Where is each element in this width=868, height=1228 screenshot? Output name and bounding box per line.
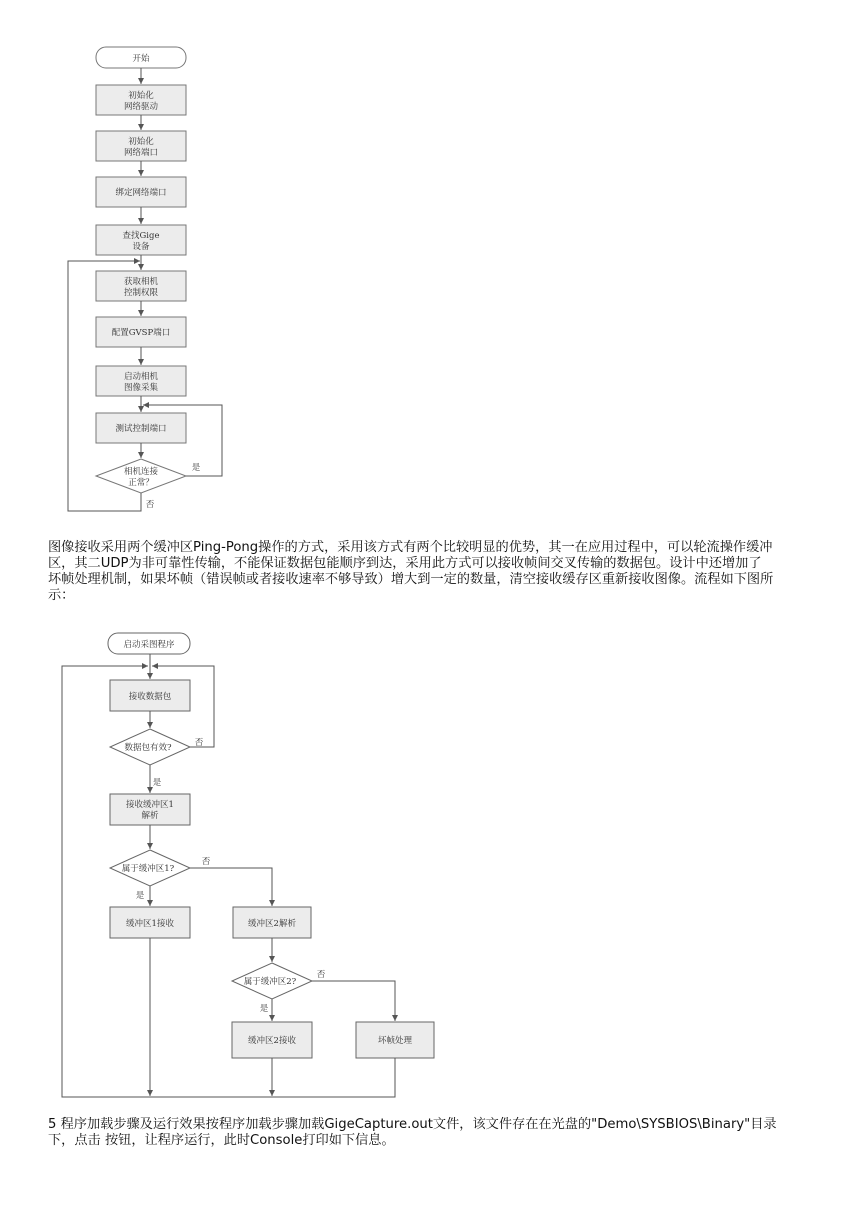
packet-valid-label: 数据包有效? (124, 743, 172, 753)
start-capture-label-1: 启动相机 (123, 372, 159, 382)
receive-packet-label: 接收数据包 (128, 692, 172, 702)
buf1-receive-label: 缓冲区1接收 (126, 919, 174, 929)
paragraph-line: 区，其二UDP为非可靠性传输，不能保证数据包能顺序到达，采用此方式可以接收帧间交叉传输的数据包。设计中还增加了 (48, 556, 762, 571)
packet-valid-no: 否 (194, 738, 204, 748)
buf2-parse-label: 缓冲区2解析 (248, 919, 296, 929)
config-port-label: 配置GVSP端口 (111, 328, 171, 338)
no-label: 否 (145, 500, 155, 510)
belongs-buf2-no: 否 (316, 970, 326, 980)
paragraph-load-steps (48, 1117, 828, 1149)
bad-frame-label: 坏帧处理 (377, 1036, 413, 1046)
buf2-receive-label: 缓冲区2接收 (248, 1036, 296, 1046)
start-label: 开始 (132, 54, 150, 64)
decision-label-2: 正常？ (128, 478, 154, 488)
belongs-buf2-label: 属于缓冲区2? (243, 977, 297, 987)
init-port-label-1: 初始化 (128, 137, 154, 147)
paragraph-line: 下，点击 按钮，让程序运行，此时Console打印如下信息。 (48, 1133, 395, 1148)
get-control-label-1: 获取相机 (123, 277, 159, 287)
belongs-buf1-no: 否 (201, 857, 211, 867)
init-driver-label-1: 初始化 (128, 91, 154, 101)
paragraph-pingpong (48, 540, 828, 604)
buf1-parse-label-2: 解析 (141, 811, 159, 821)
belongs-buf1-label: 属于缓冲区1? (121, 864, 175, 874)
yes-label: 是 (191, 463, 201, 473)
bind-port-label: 绑定网络端口 (115, 188, 167, 198)
get-control-label-2: 控制权限 (123, 288, 159, 298)
capture-start-label: 启动采图程序 (123, 640, 175, 650)
packet-valid-yes: 是 (152, 778, 162, 788)
paragraph-line: 图像接收采用两个缓冲区Ping-Pong操作的方式，采用该方式有两个比较明显的优势，其一在应用过程中，可以轮流操作缓冲 (48, 540, 773, 555)
test-port-label: 测试控制端口 (115, 424, 167, 434)
paragraph-line: 5 程序加载步骤及运行效果按程序加载步骤加载GigeCapture.out文件，该文件存在在光盘的"Demo\SYSBIOS\Binary"目录 (48, 1117, 777, 1132)
belongs-buf2-yes: 是 (259, 1004, 269, 1014)
decision-label-1: 相机连接 (123, 467, 159, 477)
init-port-label-2: 网络端口 (123, 148, 159, 158)
init-driver-label-2: 网络驱动 (123, 102, 159, 112)
find-device-label-1: 查找Gige (122, 231, 160, 241)
find-device-label-2: 设备 (132, 242, 150, 252)
paragraph-line: 坏帧处理机制，如果坏帧（错误帧或者接收速率不够导致）增大到一定的数量，清空接收缓存区重新接收图像。流程如下图所 (48, 572, 774, 587)
start-capture-label-2: 图像采集 (123, 383, 159, 393)
belongs-buf1-yes: 是 (135, 891, 145, 901)
buf1-parse-label-1: 接收缓冲区1 (126, 800, 174, 810)
paragraph-line: 示： (48, 588, 75, 603)
